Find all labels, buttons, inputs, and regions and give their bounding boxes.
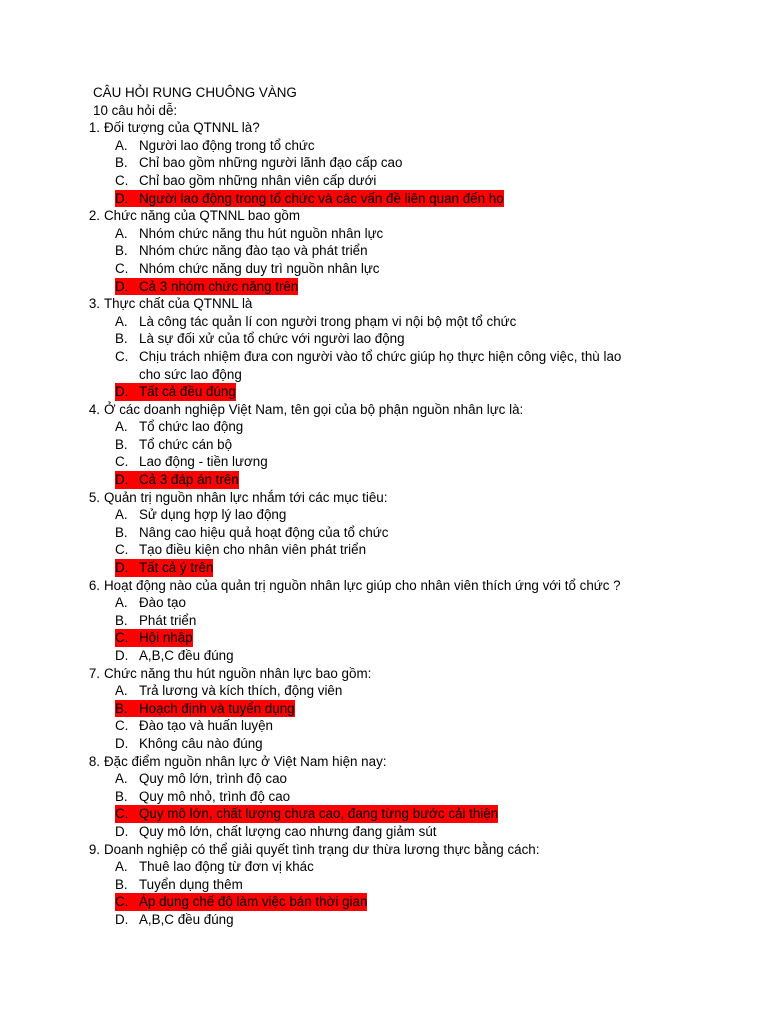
answer-option-content — [115, 770, 287, 788]
answer-text: A,B,C đều đúng — [139, 911, 234, 927]
answer-option — [0, 541, 768, 559]
answer-letter: C. — [115, 806, 129, 822]
answer-text: Là sự đối xử của tổ chức với người lao động — [139, 331, 405, 347]
answer-option — [0, 436, 768, 454]
question-number: 3. — [88, 296, 100, 312]
question-text: Ở các doanh nghiệp Việt Nam, tên gọi của bộ phận nguồn nhân lực là: — [104, 401, 524, 417]
answer-letter: C. — [115, 630, 129, 646]
answer-option — [0, 172, 768, 190]
question-number: 2. — [88, 208, 100, 224]
answer-option — [0, 823, 768, 841]
answer-text: Tuyển dụng thêm — [139, 876, 243, 892]
answer-letter: D. — [115, 823, 129, 839]
answer-option-content — [115, 348, 621, 366]
answer-option-content — [115, 541, 366, 559]
answer-option-content — [115, 559, 213, 577]
answer-option-content — [115, 612, 196, 630]
answer-option-content — [115, 137, 315, 155]
question-line — [0, 577, 768, 595]
answer-option-content — [115, 647, 234, 665]
answer-option-content — [115, 629, 193, 647]
answer-letter: D. — [115, 735, 129, 751]
document-page — [0, 84, 768, 929]
document-title: CÂU HỎI RUNG CHUÔNG VÀNG — [93, 85, 297, 100]
answer-option-content — [115, 700, 295, 718]
answer-option-correct — [0, 278, 768, 296]
answer-option — [0, 225, 768, 243]
answer-letter: A. — [115, 595, 128, 611]
answer-option — [0, 682, 768, 700]
answer-option — [0, 260, 768, 278]
answer-option-content — [115, 436, 232, 454]
answer-option — [0, 242, 768, 260]
question-text: Đối tượng của QTNNL là? — [104, 120, 260, 136]
answer-letter: A. — [115, 859, 128, 875]
question-number: 7. — [88, 665, 100, 681]
answer-option-content — [115, 823, 437, 841]
question-line — [0, 295, 768, 313]
answer-option-content — [115, 524, 388, 542]
answer-letter: A. — [115, 225, 128, 241]
answer-text: Hội nhập — [139, 630, 193, 646]
answer-option-correct — [0, 559, 768, 577]
answer-option — [0, 453, 768, 471]
question-number: 9. — [88, 841, 100, 857]
answer-text: Đào tạo — [139, 595, 186, 611]
answer-option — [0, 506, 768, 524]
answer-option-content — [115, 190, 504, 208]
answer-option — [0, 612, 768, 630]
answer-option — [0, 770, 768, 788]
answer-option — [0, 313, 768, 331]
answer-text: Đào tạo và huấn luyện — [139, 718, 274, 734]
answer-text: Người lao động trong tổ chức — [139, 137, 315, 153]
answer-option-content — [115, 383, 236, 401]
answer-option — [0, 647, 768, 665]
answer-option — [0, 858, 768, 876]
answer-letter: C. — [115, 454, 129, 470]
answer-letter: B. — [115, 524, 128, 540]
answer-text: Phát triển — [139, 612, 197, 628]
question-number: 4. — [88, 401, 100, 417]
question-number: 8. — [88, 753, 100, 769]
answer-letter: C. — [115, 542, 129, 558]
answer-text: Quy mô lớn, trình độ cao — [139, 771, 287, 787]
answer-text: Nhóm chức năng duy trì nguồn nhân lực — [139, 260, 380, 276]
answer-option — [0, 418, 768, 436]
answer-text: Thuê lao động từ đơn vị khác — [139, 859, 314, 875]
answer-text: Tạo điều kiện cho nhân viên phát triển — [139, 542, 367, 558]
answer-option-content — [115, 418, 243, 436]
answer-option-content — [115, 735, 263, 753]
question-line — [0, 401, 768, 419]
answer-option-correct — [0, 471, 768, 489]
answer-option-correct — [0, 805, 768, 823]
answer-option — [0, 348, 768, 366]
question-text: Chức năng của QTNNL bao gồm — [104, 208, 301, 224]
answer-text: Nhóm chức năng thu hút nguồn nhân lực — [139, 225, 384, 241]
answer-letter: A. — [115, 507, 128, 523]
answer-text-continuation: cho sức lao động — [139, 366, 242, 382]
answer-option-content — [115, 313, 516, 331]
question-text: Đặc điểm nguồn nhân lực ở Việt Nam hiện nay: — [104, 753, 387, 769]
answer-text: Áp dụng chế độ làm việc bán thời gian — [139, 894, 368, 910]
document-subtitle: 10 câu hỏi dễ: — [93, 102, 178, 118]
answer-text: A,B,C đều đúng — [139, 648, 234, 663]
question-text: Hoạt động nào của quản trị nguồn nhân lực giúp cho nhân viên thích ứng với tổ chức ? — [104, 577, 621, 593]
answer-text: Cả 3 đáp án trên — [139, 472, 239, 488]
answer-option-content — [115, 330, 405, 348]
answer-text: Chịu trách nhiệm đưa con người vào tổ chức giúp họ thực hiện công việc, thù lao — [139, 348, 622, 364]
answer-letter: A. — [115, 313, 128, 329]
answer-letter: C. — [115, 718, 129, 734]
answer-option-content — [115, 154, 402, 172]
answer-option — [0, 911, 768, 929]
answer-letter: A. — [115, 771, 128, 787]
answer-letter: D. — [115, 911, 129, 927]
answer-option-content — [115, 242, 368, 260]
answer-letter: D. — [115, 278, 129, 294]
answer-letter: D. — [115, 648, 129, 663]
answer-option-content — [115, 453, 268, 471]
answer-option — [0, 876, 768, 894]
answer-option — [0, 594, 768, 612]
answer-text: Tất cả đều đúng — [139, 384, 236, 400]
answer-text: Là công tác quản lí con người trong phạm vi nội bộ một tổ chức — [139, 313, 517, 329]
answer-option-content — [115, 876, 243, 894]
question-number: 1. — [88, 120, 100, 136]
answer-letter: D. — [115, 472, 129, 488]
answer-text: Tất cả ý trên — [139, 560, 214, 576]
answer-text: Quy mô lớn, chất lượng chưa cao, đang từng bước cải thiện — [139, 806, 499, 822]
question-line — [0, 841, 768, 859]
answer-letter: B. — [115, 243, 128, 259]
answer-letter: C. — [115, 894, 129, 910]
answer-option-correct — [0, 190, 768, 208]
answer-option-content — [115, 893, 367, 911]
question-line — [0, 207, 768, 225]
answer-text: Nhóm chức năng đào tạo và phát triển — [139, 243, 368, 259]
answer-option-content — [115, 682, 342, 700]
question-line — [0, 753, 768, 771]
answer-option-content — [115, 594, 186, 612]
answer-text: Lao động - tiền lương — [139, 454, 268, 470]
question-text: Chức năng thu hút nguồn nhân lực bao gồm: — [104, 665, 372, 681]
answer-option-content — [115, 278, 298, 296]
answer-option-content — [115, 471, 239, 489]
answer-option-content — [115, 788, 290, 806]
answer-option-content — [115, 805, 498, 823]
answer-letter: D. — [115, 560, 129, 576]
answer-letter: A. — [115, 683, 128, 699]
answer-text: Trả lương và kích thích, động viên — [139, 683, 343, 699]
answer-text: Chỉ bao gồm những người lãnh đạo cấp cao — [139, 155, 403, 171]
answer-letter: B. — [115, 436, 128, 452]
answer-letter: B. — [115, 788, 128, 804]
answer-text: Tổ chức lao động — [139, 419, 244, 435]
answer-option — [0, 788, 768, 806]
answer-letter: C. — [115, 172, 129, 188]
answer-option-correct — [0, 893, 768, 911]
answer-text: Nâng cao hiệu quả hoạt động của tổ chức — [139, 524, 389, 540]
answer-text: Chỉ bao gồm những nhân viên cấp dưới — [139, 172, 377, 188]
answer-option-content — [115, 225, 383, 243]
question-line — [0, 489, 768, 507]
answer-option — [0, 524, 768, 542]
answer-option-content — [115, 717, 273, 735]
answer-text: Hoạch định và tuyển dụng — [139, 700, 295, 716]
question-number: 5. — [88, 489, 100, 505]
question-text: Quản trị nguồn nhân lực nhắm tới các mục tiêu: — [104, 489, 388, 505]
answer-option — [0, 717, 768, 735]
answer-letter: B. — [115, 155, 128, 171]
answer-letter: D. — [115, 190, 129, 206]
answer-option — [0, 735, 768, 753]
answer-text: Sử dụng hợp lý lao động — [139, 507, 287, 523]
answer-text: Cả 3 nhóm chức năng trên — [139, 278, 299, 294]
question-text: Thực chất của QTNNL là — [104, 296, 253, 312]
answer-option-content — [115, 260, 380, 278]
answer-letter: C. — [115, 260, 129, 276]
answer-letter: C. — [115, 348, 129, 364]
answer-option-content — [115, 506, 286, 524]
answer-option — [0, 154, 768, 172]
answer-text: Người lao động trong tổ chức và các vấn đề liên quan đến họ — [139, 190, 504, 206]
answer-option-content — [115, 172, 376, 190]
answer-option-correct — [0, 629, 768, 647]
question-list — [0, 119, 768, 928]
answer-option-content — [115, 911, 234, 929]
answer-option-correct — [0, 383, 768, 401]
answer-letter: B. — [115, 331, 128, 347]
answer-text: Quy mô nhỏ, trình độ cao — [139, 788, 291, 804]
answer-text: Không câu nào đúng — [139, 735, 263, 751]
answer-letter: A. — [115, 137, 128, 153]
answer-text: Quy mô lớn, chất lượng cao nhưng đang giảm sút — [139, 823, 437, 839]
answer-letter: B. — [115, 612, 128, 628]
question-line — [0, 119, 768, 137]
answer-letter: A. — [115, 419, 128, 435]
answer-option — [0, 137, 768, 155]
answer-letter: D. — [115, 384, 129, 400]
answer-letter: B. — [115, 876, 128, 892]
answer-option-correct — [0, 700, 768, 718]
answer-option-content — [115, 858, 314, 876]
question-line — [0, 665, 768, 683]
question-number: 6. — [88, 577, 100, 593]
question-text: Doanh nghiệp có thể giải quyết tình trạng dư thừa lương thực bằng cách: — [104, 841, 540, 857]
answer-option — [0, 330, 768, 348]
answer-letter: B. — [115, 700, 128, 716]
answer-text: Tổ chức cán bộ — [139, 436, 233, 452]
